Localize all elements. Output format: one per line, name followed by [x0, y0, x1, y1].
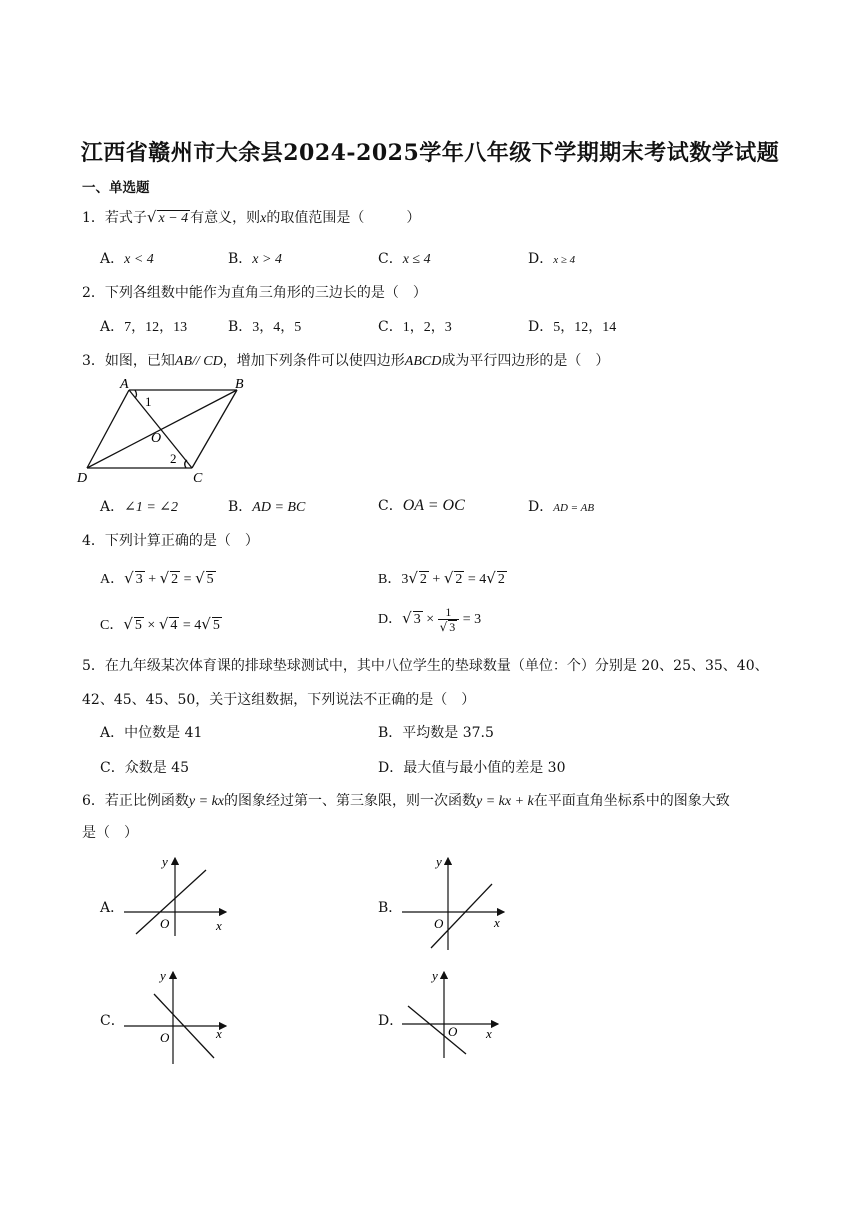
origin-label: O	[160, 916, 170, 931]
q3-option-d[interactable]: D．AD = AB	[528, 499, 595, 515]
origin-label: O	[434, 916, 444, 931]
x-label: x	[216, 918, 222, 933]
question-5-stem-line1: 5．在九年级某次体育课的排球垫球测试中，其中八位学生的垫球数量（单位：个）分别是 20、25、35、40、	[82, 658, 769, 674]
y-label: y	[432, 968, 438, 983]
q5-option-b[interactable]: B．平均数是 37.5	[378, 725, 494, 741]
q1-option-a[interactable]: A．x < 4	[100, 251, 154, 267]
q1-pre: 1．若式子	[82, 210, 147, 226]
q6-graph-b[interactable]	[396, 852, 511, 952]
x-label: x	[494, 915, 500, 930]
angle-1-arc	[135, 390, 137, 398]
parallelogram-figure	[72, 372, 262, 484]
q4-option-c[interactable]: C．√ 5 × √ 4 = 4√ 5	[100, 615, 220, 633]
q6-option-c-label[interactable]: C．	[100, 1013, 125, 1029]
q5-option-c[interactable]: C．众数是 45	[100, 760, 189, 776]
q4-option-b[interactable]: B．3√ 2 + √ 2 = 4√ 2	[378, 569, 505, 587]
diagonal-ac	[129, 390, 192, 468]
origin-label: O	[448, 1024, 458, 1039]
x-label: x	[486, 1026, 492, 1041]
q3-quad: ABCD	[404, 354, 442, 369]
question-4-stem: 4．下列计算正确的是（ ）	[82, 533, 259, 549]
question-6-stem-line1: 6．若正比例函数y = kx的图象经过第一、第三象限，则一次函数y = kx + k在平面直角坐标系中的图象大致	[82, 793, 730, 809]
label-c: C	[193, 471, 203, 484]
label-b: B	[235, 377, 244, 392]
question-6-stem-line2: 是（ ）	[82, 825, 138, 841]
q1-radicand: x − 4	[158, 211, 189, 226]
q1-mid: 有意义，则	[190, 210, 261, 226]
q2-option-b[interactable]: B．3，4，5	[228, 319, 302, 335]
y-label: y	[436, 854, 442, 869]
q6-graph-c[interactable]	[118, 966, 233, 1066]
question-1-stem	[82, 207, 420, 227]
q3-option-a[interactable]: A．∠1 = ∠2	[100, 499, 179, 515]
q2-option-c[interactable]: C．1，2，3	[378, 319, 452, 335]
q1-option-c[interactable]: C．x ≤ 4	[378, 251, 431, 267]
graph-line	[136, 870, 206, 934]
q4-d-fraction: $\frac{1}{√ 3}$	[438, 606, 460, 634]
q1-post: 的取值范围是（ ）	[266, 210, 421, 226]
q6-option-b-label[interactable]: B．	[378, 900, 403, 916]
q1-var: x	[260, 211, 267, 226]
q6-function-2: y = kx + k	[476, 794, 534, 809]
x-label: x	[216, 1026, 222, 1041]
side-da	[87, 390, 129, 468]
q6-option-a-label[interactable]: A．	[100, 900, 125, 916]
label-d: D	[77, 471, 88, 484]
question-3-stem: 3．如图，已知AB// CD，增加下列条件可以使四边形ABCD成为平行四边形的是（ ）	[82, 353, 610, 369]
q4-option-d[interactable]: D．√ 3 × $\frac{1}{√ 3}$ = 3	[378, 605, 482, 634]
label-o: O	[151, 431, 162, 446]
q5-option-a[interactable]: A．中位数是 41	[100, 725, 203, 741]
q3-condition: AB// CD	[174, 354, 223, 369]
q4-option-a[interactable]: A．√ 3 + √ 2 = √ 5	[100, 569, 214, 587]
q6-graph-a[interactable]	[118, 852, 233, 940]
origin-label: O	[160, 1030, 170, 1045]
y-label: y	[160, 968, 166, 983]
q2-option-d[interactable]: D．5，12，14	[528, 319, 617, 335]
q5-option-d[interactable]: D．最大值与最小值的差是 30	[378, 760, 566, 776]
page-title: 江西省赣州市大余县2024-2025学年八年级下学期期末考试数学试题	[80, 140, 780, 166]
label-angle-1: 1	[145, 394, 152, 409]
q6-option-d-label[interactable]: D．	[378, 1013, 404, 1029]
q3-option-b[interactable]: B．AD = BC	[228, 499, 306, 515]
q6-graph-d[interactable]	[396, 966, 511, 1066]
q6-function-1: y = kx	[188, 794, 225, 809]
q1-option-d[interactable]: D．x ≥ 4	[528, 251, 576, 267]
question-2-stem: 2．下列各组数中能作为直角三角形的三边长的是（ ）	[82, 285, 427, 301]
q2-option-a[interactable]: A．7，12，13	[100, 319, 188, 335]
question-5-stem-line2: 42、45、45、50，关于这组数据，下列说法不正确的是（ ）	[82, 692, 476, 708]
label-angle-2: 2	[170, 451, 177, 466]
section-heading: 一、单选题	[82, 180, 150, 196]
q3-option-c[interactable]: C．OA = OC	[378, 497, 465, 514]
sqrt-sign: √	[146, 208, 157, 226]
label-a: A	[120, 377, 129, 392]
q1-option-b[interactable]: B．x > 4	[228, 251, 282, 267]
y-label: y	[162, 854, 168, 869]
